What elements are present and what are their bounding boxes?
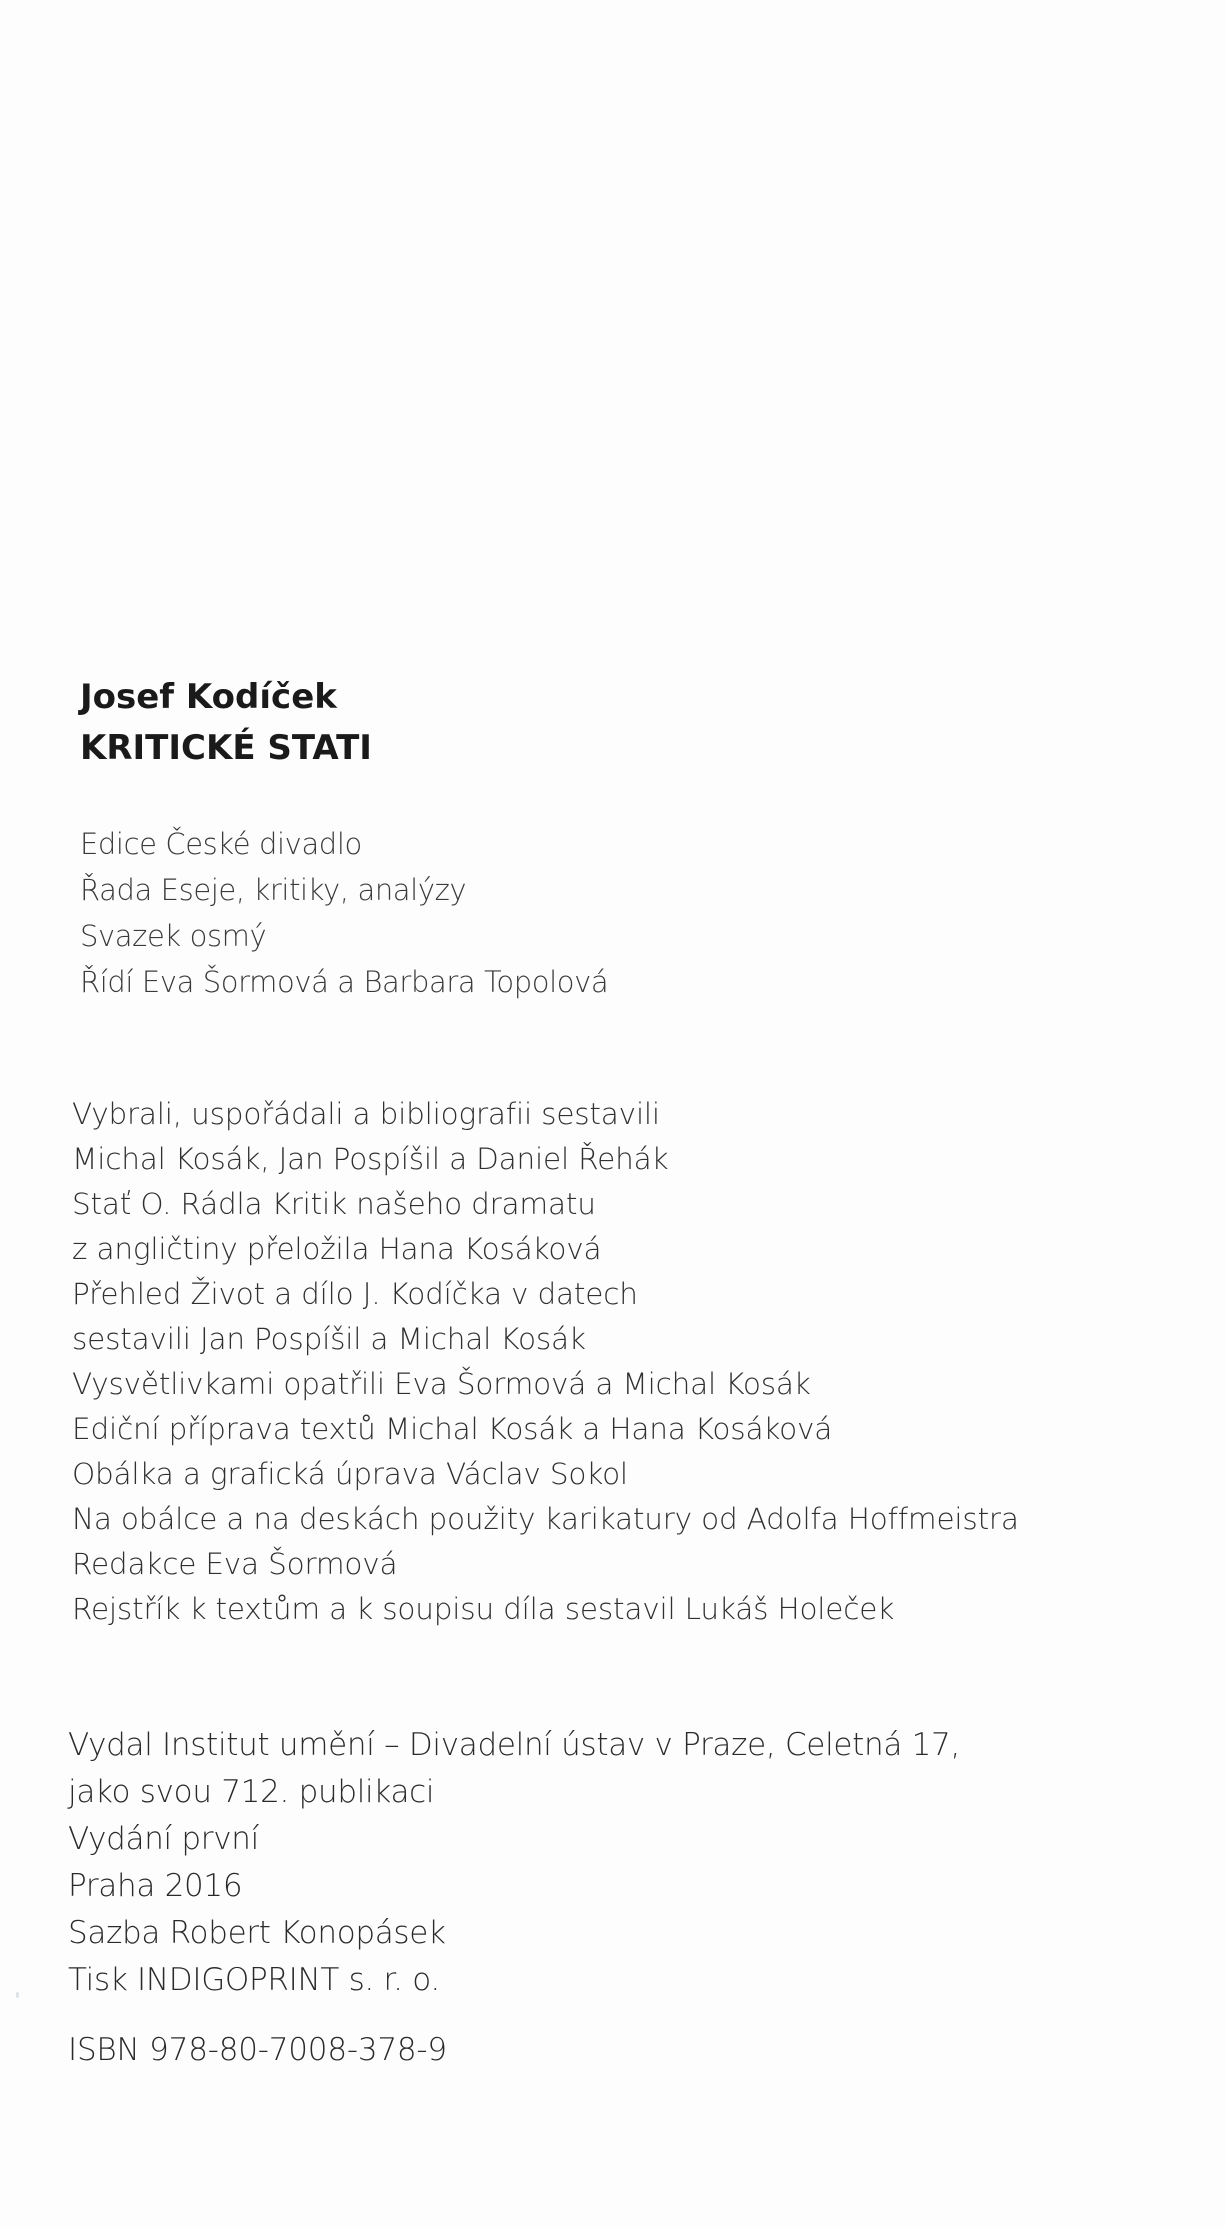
author-name: Josef Kodíček bbox=[80, 677, 337, 717]
publisher-info bbox=[68, 1722, 960, 2004]
isbn-block bbox=[68, 2027, 447, 2074]
credit-line: Obálka a grafická úprava Václav Sokol bbox=[72, 1457, 628, 1491]
credit-line: sestavili Jan Pospíšil a Michal Kosák bbox=[72, 1322, 586, 1356]
isbn: ISBN 978-80-7008-378-9 bbox=[68, 2032, 447, 2068]
credits-info bbox=[72, 1092, 1019, 1632]
credit-line: z angličtiny přeložila Hana Kosáková bbox=[72, 1232, 602, 1266]
credit-line: Michal Kosák, Jan Pospíšil a Daniel Řehák bbox=[72, 1142, 669, 1176]
book-title: KRITICKÉ STATI bbox=[80, 728, 372, 768]
credit-line: Ediční příprava textů Michal Kosák a Hana Kosáková bbox=[72, 1412, 833, 1446]
credit-line: Na obálce a na deskách použity karikatury od Adolfa Hoffmeistra bbox=[72, 1502, 1019, 1536]
title-block bbox=[80, 672, 372, 774]
paper-speck bbox=[16, 1992, 19, 1998]
publisher-line: Vydal Institut umění – Divadelní ústav v Praze, Celetná 17, bbox=[68, 1727, 961, 1763]
credit-line: Rejstřík k textům a k soupisu díla sestavil Lukáš Holeček bbox=[72, 1592, 895, 1626]
place-year-line: Praha 2016 bbox=[68, 1868, 243, 1904]
series-line: Řada Eseje, kritiky, analýzy bbox=[80, 873, 467, 907]
edition-line: Edice České divadlo bbox=[80, 827, 362, 861]
credit-line: Přehled Život a dílo J. Kodíčka v datech bbox=[72, 1277, 638, 1311]
typesetting-line: Sazba Robert Konopásek bbox=[68, 1915, 446, 1951]
credit-line: Vysvětlivkami opatřili Eva Šormová a Michal Kosák bbox=[72, 1367, 811, 1401]
credit-line: Stať O. Rádla Kritik našeho dramatu bbox=[72, 1187, 596, 1221]
edition-number-line: Vydání první bbox=[68, 1821, 259, 1857]
credit-line: Redakce Eva Šormová bbox=[72, 1547, 398, 1581]
editors-line: Řídí Eva Šormová a Barbara Topolová bbox=[80, 965, 609, 999]
printer-line: Tisk INDIGOPRINT s. r. o. bbox=[68, 1962, 440, 1998]
edition-info bbox=[80, 821, 608, 1005]
credit-line: Vybrali, uspořádali a bibliografii sestavili bbox=[72, 1097, 660, 1131]
volume-line: Svazek osmý bbox=[80, 919, 267, 953]
publication-number-line: jako svou 712. publikaci bbox=[68, 1774, 435, 1810]
